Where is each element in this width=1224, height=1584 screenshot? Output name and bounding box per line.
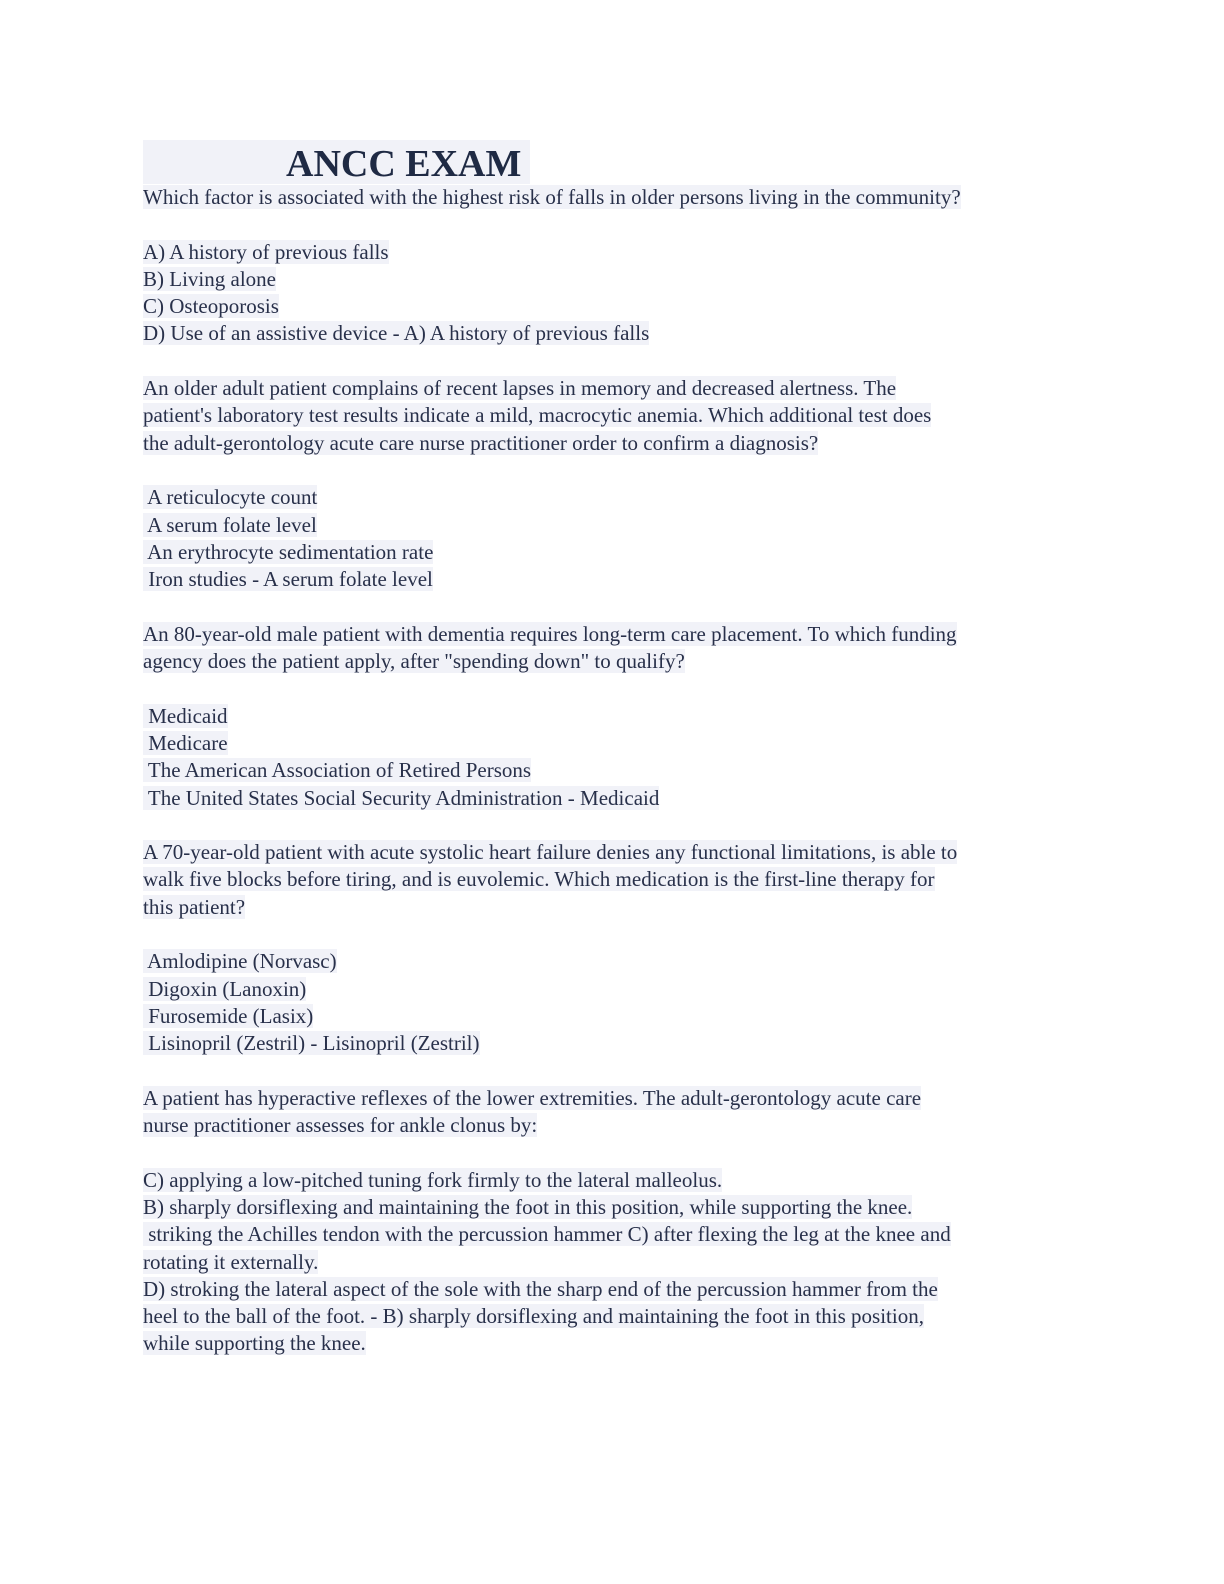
question-block bbox=[143, 839, 1083, 1057]
question-text-line: A 70-year-old patient with acute systolic heart failure denies any functional limitations, is able to bbox=[143, 840, 958, 865]
question-text-line: patient's laboratory test results indicate a mild, macrocytic anemia. Which additional test does bbox=[143, 403, 932, 428]
answer-option: B) sharply dorsiflexing and maintaining the foot in this position, while supporting the knee. bbox=[143, 1194, 913, 1219]
question-stem bbox=[143, 839, 1083, 921]
answer-option: Medicaid bbox=[143, 703, 228, 728]
answer-option: Amlodipine (Norvasc) bbox=[143, 949, 337, 974]
question-block bbox=[143, 621, 1083, 812]
question-text-line: walk five blocks before tiring, and is euvolemic. Which medication is the first-line therapy for bbox=[143, 867, 935, 892]
answer-option: Lisinopril (Zestril) - Lisinopril (Zestril) bbox=[143, 1031, 480, 1056]
question-stem bbox=[143, 375, 1083, 457]
question-text-line: Which factor is associated with the highest risk of falls in older persons living in the community? bbox=[143, 185, 961, 209]
answer-option: The United States Social Security Administration - Medicaid bbox=[143, 785, 660, 810]
answer-option: D) stroking the lateral aspect of the sole with the sharp end of the percussion hammer from the bbox=[143, 1276, 938, 1301]
answer-options bbox=[143, 239, 1083, 348]
question-text-line: A patient has hyperactive reflexes of the lower extremities. The adult-gerontology acute care bbox=[143, 1085, 922, 1110]
answer-option: rotating it externally. bbox=[143, 1249, 319, 1274]
answer-options bbox=[143, 703, 1083, 812]
answer-options bbox=[143, 484, 1083, 593]
answer-option: C) applying a low-pitched tuning fork firmly to the lateral malleolus. bbox=[143, 1167, 723, 1192]
question-stem bbox=[143, 1085, 1083, 1140]
question-text-line: agency does the patient apply, after "spending down" to qualify? bbox=[143, 649, 685, 674]
question-block bbox=[143, 375, 1083, 593]
answer-option: C) Osteoporosis bbox=[143, 294, 279, 319]
answer-option: Iron studies - A serum folate level bbox=[143, 567, 433, 592]
question-text-line: the adult-gerontology acute care nurse practitioner order to confirm a diagnosis? bbox=[143, 430, 819, 455]
answer-option: heel to the ball of the foot. - B) sharply dorsiflexing and maintaining the foot in this position, bbox=[143, 1304, 924, 1329]
document-content bbox=[143, 140, 1083, 1358]
question-text-line: An older adult patient complains of recent lapses in memory and decreased alertness. The bbox=[143, 376, 897, 401]
title-row bbox=[143, 140, 530, 184]
answer-option: Medicare bbox=[143, 730, 228, 755]
answer-option: Digoxin (Lanoxin) bbox=[143, 976, 307, 1001]
page-title: ANCC EXAM bbox=[286, 143, 522, 185]
answer-options bbox=[143, 1167, 1083, 1358]
question-text-line: An 80-year-old male patient with dementia requires long-term care placement. To which funding bbox=[143, 621, 957, 646]
answer-option: A serum folate level bbox=[143, 512, 317, 537]
question-stem bbox=[143, 184, 1083, 211]
question-text-line: this patient? bbox=[143, 894, 246, 919]
question-block bbox=[143, 1085, 1083, 1358]
question-stem bbox=[143, 621, 1083, 676]
question-block bbox=[143, 184, 1083, 348]
answer-option: D) Use of an assistive device - A) A history of previous falls bbox=[143, 321, 650, 346]
answer-options bbox=[143, 948, 1083, 1057]
answer-option: striking the Achilles tendon with the percussion hammer C) after flexing the leg at the knee and bbox=[143, 1222, 951, 1247]
question-text-line: nurse practitioner assesses for ankle clonus by: bbox=[143, 1113, 538, 1138]
answer-option: The American Association of Retired Persons bbox=[143, 758, 532, 783]
answer-option: A reticulocyte count bbox=[143, 485, 318, 510]
answer-option: while supporting the knee. bbox=[143, 1331, 366, 1356]
answer-option: B) Living alone bbox=[143, 266, 276, 291]
answer-option: A) A history of previous falls bbox=[143, 239, 389, 264]
answer-option: An erythrocyte sedimentation rate bbox=[143, 539, 434, 564]
answer-option: Furosemide (Lasix) bbox=[143, 1003, 314, 1028]
